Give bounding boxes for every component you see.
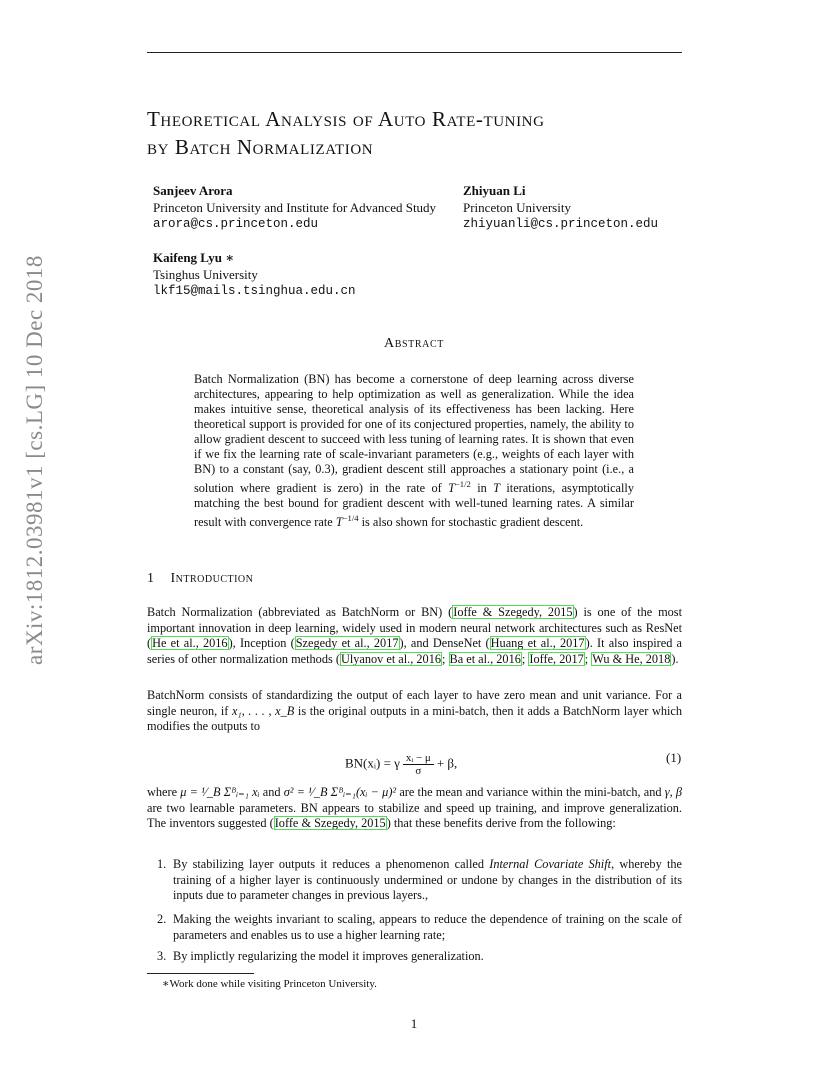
citation-link[interactable]: Ba et al., 2016 bbox=[449, 651, 521, 666]
list-text: By implictly regularizing the model it improves generalization. bbox=[173, 949, 484, 963]
list-text-emphasis: Internal Covariate Shift bbox=[489, 857, 612, 871]
paragraph-text: ; bbox=[442, 651, 449, 666]
intro-paragraph-3 bbox=[147, 785, 682, 832]
abstract-math-exponent: −1/4 bbox=[342, 513, 359, 524]
paragraph-text: and bbox=[259, 785, 284, 799]
title-line-1: Theoretical Analysis of Auto Rate-tuning bbox=[147, 107, 545, 131]
paragraph-text: ; bbox=[521, 651, 529, 666]
author-email: lkf15@mails.tsinghua.edu.cn bbox=[153, 284, 356, 298]
author-affiliation: Tsinghus University bbox=[153, 266, 258, 282]
section-title: Introduction bbox=[170, 571, 254, 586]
abstract-math: T bbox=[335, 515, 343, 530]
section-heading bbox=[147, 571, 253, 587]
paragraph-text: are the mean and variance within the mini-batch, and bbox=[396, 785, 665, 799]
paragraph-text: is the original outputs in a mini-batch, then it adds a BatchNorm layer which modifies the outputs to bbox=[147, 703, 683, 734]
author-affiliation: Princeton University bbox=[463, 199, 571, 215]
list-number: 1. bbox=[157, 857, 167, 871]
equation-number: (1) bbox=[666, 750, 682, 765]
list-text: Making the weights invariant to scaling, appears to reduce the dependence of training on the scale of parameters and enables us to use a higher learning rate; bbox=[173, 912, 682, 942]
citation-link[interactable]: He et al., 2016 bbox=[152, 636, 228, 651]
paragraph-text: Batch Normalization (abbreviated as BatchNorm or BN) ( bbox=[147, 605, 453, 619]
author-email: zhiyuanli@cs.princeton.edu bbox=[463, 217, 659, 231]
citation-link[interactable]: Ulyanov et al., 2016 bbox=[340, 651, 441, 666]
list-number: 2. bbox=[157, 912, 167, 926]
footnote-rule bbox=[147, 973, 254, 974]
author-block bbox=[463, 183, 658, 233]
citation-link[interactable]: Ioffe & Szegedy, 2015 bbox=[274, 816, 386, 831]
paragraph-text: ) that these benefits derive from the following: bbox=[386, 816, 616, 831]
abstract-text-part: Batch Normalization (BN) has become a cornerstone of deep learning across diverse architectures, appearing to help optimization as well as generalization. While the idea makes intuitive sense, theoretical analysis of its effectiveness has been lacking. Here theoretical support is provided for one of its conjectured properties, namely, the ability to allow gradient descent to succeed with less tuning of learning rates. It is shown that even if we fix the learning rate of scale-invariant parameters (e.g., weights of each layer with BN) to a constant (say, 0.3), gradient descent still approaches a stationary point (i.e., a solution where gradient is zero) in the rate of bbox=[194, 372, 634, 496]
equation-denominator: σ bbox=[415, 765, 422, 777]
paper-title bbox=[147, 105, 707, 161]
abstract-text-part: in bbox=[470, 481, 494, 496]
page-number: 1 bbox=[410, 1016, 418, 1031]
paragraph-text: where bbox=[147, 785, 181, 799]
abstract-heading: Abstract bbox=[384, 336, 444, 351]
inline-math: x₁, . . . , x_B bbox=[231, 703, 295, 718]
list-text bbox=[173, 857, 682, 904]
abstract-math-exponent: −1/2 bbox=[454, 479, 471, 489]
equation-1 bbox=[345, 752, 457, 777]
inline-math: σ² = ¹⁄_B Σᴮᵢ₌₁(xᵢ − μ)² bbox=[283, 785, 397, 799]
abstract-math: T bbox=[493, 481, 500, 496]
equation-fraction bbox=[403, 752, 434, 777]
title-line-2: by Batch Normalization bbox=[147, 135, 374, 159]
paragraph-text: ). bbox=[671, 651, 679, 666]
paragraph-text: ), and DenseNet ( bbox=[399, 636, 490, 651]
paragraph-text: are two learnable parameters. BN appears to stabilize and speed up training, and improve generalization. The inventors suggested ( bbox=[147, 800, 682, 831]
citation-link[interactable]: Wu & He, 2018 bbox=[592, 651, 671, 666]
abstract-text-part: is also shown for stochastic gradient descent. bbox=[358, 515, 584, 530]
intro-paragraph-2 bbox=[147, 688, 682, 735]
author-affiliation: Princeton University and Institute for Advanced Study bbox=[153, 199, 437, 215]
citation-link[interactable]: Huang et al., 2017 bbox=[490, 636, 585, 651]
list-text-part: By stabilizing layer outputs it reduces a phenomenon called bbox=[173, 857, 490, 871]
citation-link[interactable]: Ioffe, 2017 bbox=[529, 651, 584, 666]
abstract-text bbox=[194, 372, 634, 530]
abstract-text-part: iterations, asymptotically matching the best bound for gradient descent with well-tuned learning rates. A similar result with convergence rate bbox=[194, 481, 634, 530]
author-block bbox=[153, 250, 356, 300]
citation-link[interactable]: Szegedy et al., 2017 bbox=[295, 636, 399, 651]
list-text-part: , whereby the training of a higher layer is continuously undermined or undone by changes in the distribution of its inputs due to parameter changes in previous layers., bbox=[173, 857, 682, 903]
citation-link[interactable]: Ioffe & Szegedy, 2015 bbox=[453, 605, 573, 619]
equation-rhs: + β, bbox=[436, 755, 458, 771]
paragraph-text: ; bbox=[584, 651, 592, 666]
author-email: arora@cs.princeton.edu bbox=[153, 217, 319, 231]
author-name: Kaifeng Lyu ∗ bbox=[153, 250, 235, 265]
footnote: ∗Work done while visiting Princeton University. bbox=[162, 978, 377, 990]
section-number: 1 bbox=[147, 571, 155, 586]
paragraph-text: ), Inception ( bbox=[228, 636, 295, 651]
paragraph-text: ) is one of the most important innovation in deep learning, widely used in modern neural network architectures such as ResNet ( bbox=[147, 605, 683, 651]
equation-numerator: xᵢ − μ bbox=[403, 752, 434, 765]
intro-paragraph-1 bbox=[147, 605, 682, 667]
author-name: Zhiyuan Li bbox=[463, 183, 526, 198]
list-number: 3. bbox=[157, 949, 167, 963]
arxiv-identifier: arXiv:1812.03981v1 [cs.LG] 10 Dec 2018 bbox=[22, 255, 47, 665]
equation-lhs: BN(xᵢ) = γ bbox=[345, 755, 400, 771]
inline-math: γ, β bbox=[664, 785, 683, 799]
paragraph-text: ). It also inspired a series of other normalization methods ( bbox=[147, 636, 683, 666]
author-name: Sanjeev Arora bbox=[153, 183, 233, 198]
inline-math: μ = ¹⁄_B Σᴮᵢ₌₁ xᵢ bbox=[180, 785, 260, 799]
author-block bbox=[153, 183, 436, 233]
paragraph-text: BatchNorm consists of standardizing the output of each layer to have zero mean and unit variance. For a single neuron, if bbox=[147, 688, 682, 718]
header-rule bbox=[147, 52, 682, 53]
abstract-math: T bbox=[448, 481, 455, 496]
